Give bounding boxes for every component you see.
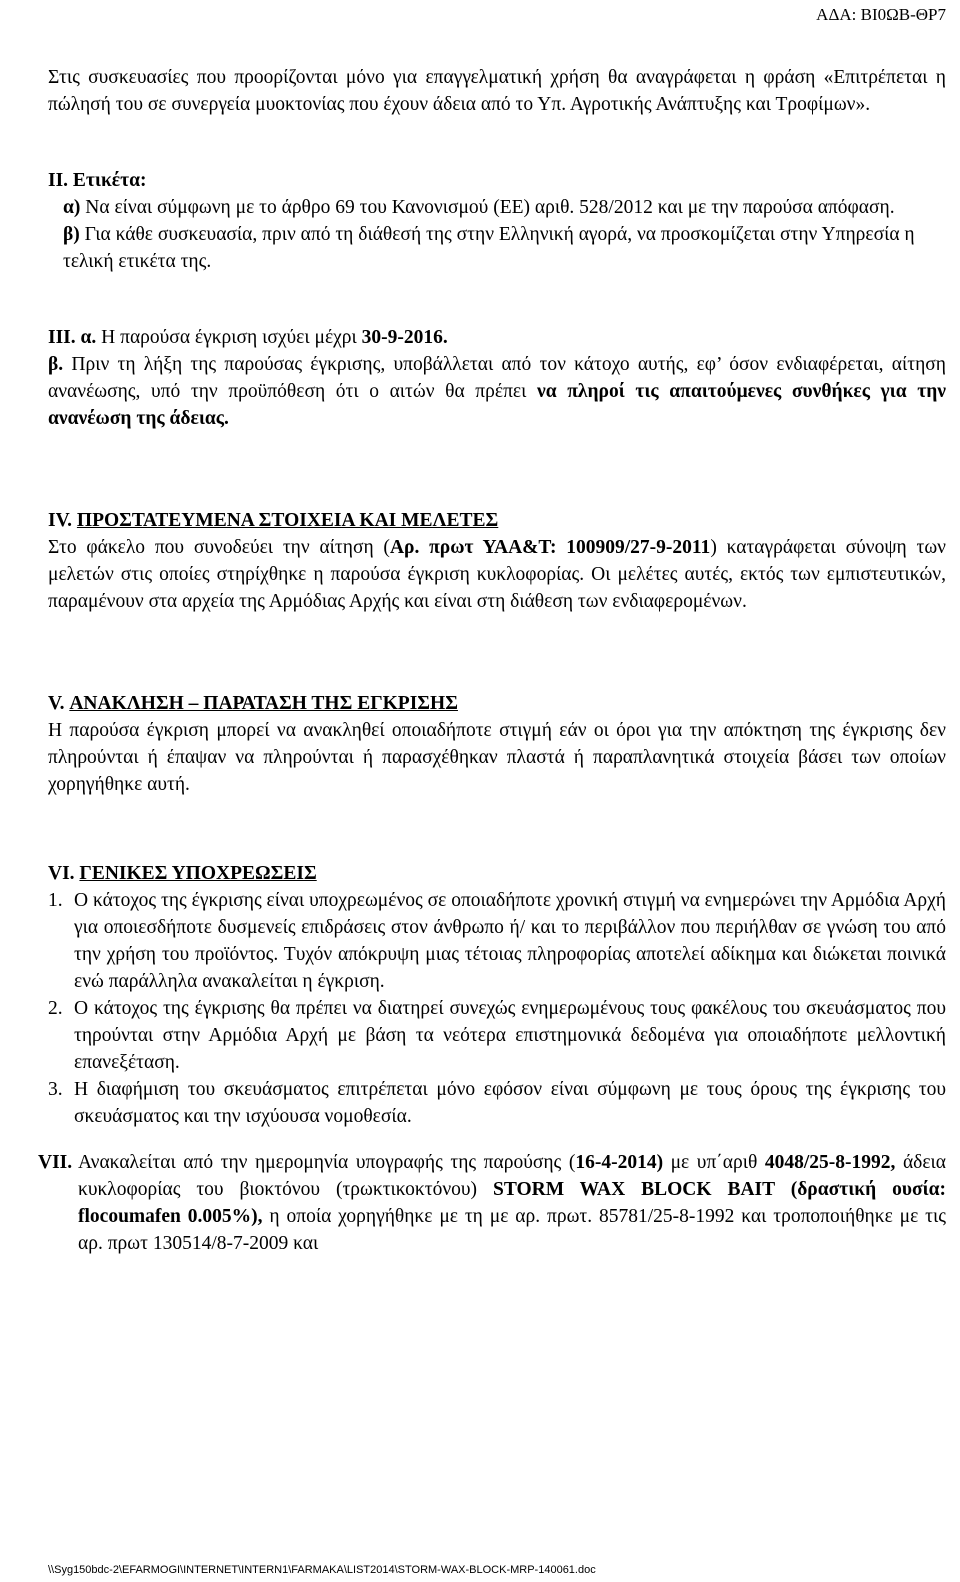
section-v-title: ΑΝΑΚΛΗΣΗ – ΠΑΡΑΤΑΣΗ ΤΗΣ ΕΓΚΡΙΣΗΣ bbox=[69, 693, 458, 714]
section-ii-item-b bbox=[48, 221, 946, 275]
item-a-text: Η παρούσα έγκριση ισχύει μέχρι bbox=[101, 327, 357, 348]
section-vi-heading bbox=[48, 860, 946, 887]
item-text: Ο κάτοχος της έγκρισης θα πρέπει να διατηρεί συνεχώς ενημερωμένους τους φακέλους του σκευάσματος που τηρούνται στην Αρμόδια Αρχή με βάση τα νεότερα επιστημονικά δεδομένα για οποιαδήποτε μελλοντική επανεξέταση. bbox=[74, 998, 946, 1073]
ada-code: ΑΔΑ: ΒΙ0ΩΒ-ΘΡ7 bbox=[816, 5, 946, 24]
item-b-bold-text: να πληροί τις απαιτούμενες συνθήκες για την ανανέωση της άδειας. bbox=[48, 381, 947, 429]
item-a-marker: ΙΙΙ. α. bbox=[48, 327, 97, 348]
license-number: 4048/25-8-1992, bbox=[764, 1152, 896, 1173]
item-text: Ο κάτοχος της έγκρισης είναι υποχρεωμένος σε οποιαδήποτε χρονική στιγμή να ενημερώνει την Αρμόδια Αρχή για οποιεσδήποτε δυσμενείς επιδράσεις στον άνθρωπο ή/ και το περιβάλλον που περιήλθαν σε γνώση του από την χρήση του προϊόντος. Τυχόν απόκρυψη μιας τέτοιας πληροφορίας αποτελεί αδίκημα και διώκεται ποινικά ενώ παράλληλα ανακαλείται η έγκριση. bbox=[74, 890, 946, 992]
protocol-number: Αρ. πρωτ ΥΑΑ&Τ: 100909/27-9-2011 bbox=[389, 537, 711, 558]
section-vii-text: Ανακαλείται από την ημερομηνία υπογραφής της παρούσης (16-4-2014) με υπ΄αριθ 4048/25-8-1992, άδεια κυκλοφορίας του βιοκτόνου (τρωκτικοκτόνου) STORM WAX BLOCK BAIT (δραστική ουσία: flocoumafen 0.005%), η οποία χορηγήθηκε με τη με αρ. πρωτ. 85781/25-8-1992 και τροποποιήθηκε με τις αρ. πρωτ 130514/8-7-2009 και bbox=[78, 1152, 947, 1254]
product-name: STORM WAX BLOCK BAIT (δραστική ουσία: flocoumafen 0.005%), bbox=[78, 1179, 946, 1227]
file-path-footer: \\Syg150bdc-2\EFARMOGI\INTERNET\INTERN1\FARMAKA\LIST2014\STORM-WAX-BLOCK-MRP-140061.doc bbox=[48, 1564, 596, 1576]
section-v bbox=[48, 690, 946, 798]
section-vii-number: VII. bbox=[38, 1152, 73, 1173]
section-v-text: Η παρούσα έγκριση μπορεί να ανακληθεί οποιαδήποτε στιγμή εάν οι όροι για την απόκτηση της έγκρισης δεν πληρούνται ή έπαψαν να πληρούνται ή παρασχέθηκαν πλαστά ή παραπλανητικά στοιχεία βάσει των οποίων χορηγήθηκε αυτή. bbox=[48, 720, 946, 795]
section-iv-text: Στο φάκελο που συνοδεύει την αίτηση (Αρ. πρωτ ΥΑΑ&Τ: 100909/27-9-2011) καταγράφεται σύνοψη των μελετών στις οποίες στηρίχθηκε η παρούσα έγκριση κυκλοφορίας. Οι μελέτες αυτές, εκτός των εμπιστευτικών, παραμένουν στα αρχεία της Αρμόδιας Αρχής και είναι στη διάθεση των ενδιαφερομένων. bbox=[48, 537, 946, 612]
item-b-text: Για κάθε συσκευασία, πριν από τη διάθεσή της στην Ελληνική αγορά, να προσκομίζεται στην Υπηρεσία η τελική ετικέτα της. bbox=[63, 224, 915, 272]
intro-paragraph: Στις συσκευασίες που προορίζονται μόνο για επαγγελματική χρήση θα αναγράφεται η φράση «Επιτρέπεται η πώλησή του σε συνεργεία μυοκτονίας που έχουν άδεια από το Υπ. Αγροτικής Ανάπτυξης και Τροφίμων». bbox=[48, 67, 946, 115]
section-ii bbox=[48, 167, 946, 275]
section-iii-item-b bbox=[48, 351, 946, 432]
section-v-number: V. bbox=[48, 693, 65, 714]
section-iii-item-a bbox=[48, 324, 946, 351]
section-iv-heading bbox=[48, 507, 946, 534]
item-a-text: Να είναι σύμφωνη με το άρθρο 69 του Κανονισμού (ΕΕ) αριθ. 528/2012 και με την παρούσα απόφαση. bbox=[85, 197, 895, 218]
section-vi-title: ΓΕΝΙΚΕΣ ΥΠΟΧΡΕΩΣΕΙΣ bbox=[79, 863, 317, 884]
section-vii bbox=[38, 1149, 947, 1257]
section-vi bbox=[48, 860, 946, 1130]
item-a-marker: α) bbox=[63, 197, 81, 218]
section-iv bbox=[48, 507, 946, 615]
section-iii bbox=[48, 324, 946, 432]
section-iv-number: IV. bbox=[48, 510, 73, 531]
document-body bbox=[38, 64, 947, 1257]
obligation-item bbox=[48, 887, 946, 995]
obligation-item bbox=[48, 1076, 946, 1130]
item-b-marker: β. bbox=[48, 354, 64, 375]
section-v-heading bbox=[48, 690, 946, 717]
revocation-date: 16-4-2014) bbox=[575, 1152, 664, 1173]
item-number: 3. bbox=[48, 1079, 63, 1100]
section-ii-item-a bbox=[48, 194, 946, 221]
item-b-text: Πριν τη λήξη της παρούσας έγκρισης, υποβάλλεται από τον κάτοχο αυτής, εφ’ όσον ενδιαφέρεται, αίτηση ανανέωσης, υπό την προϋπόθεση ότι ο αιτών θα πρέπει bbox=[48, 354, 946, 402]
obligation-item bbox=[48, 995, 946, 1076]
section-ii-heading: ΙΙ. Ετικέτα: bbox=[48, 170, 147, 191]
section-vi-number: VI. bbox=[48, 863, 75, 884]
validity-date: 30-9-2016. bbox=[361, 327, 448, 348]
item-number: 1. bbox=[48, 890, 63, 911]
item-number: 2. bbox=[48, 998, 63, 1019]
item-b-marker: β) bbox=[63, 224, 80, 245]
section-iv-title: ΠΡΟΣΤΑΤΕΥΜΕΝΑ ΣΤΟΙΧΕΙΑ ΚΑΙ ΜΕΛΕΤΕΣ bbox=[76, 510, 499, 531]
item-text: Η διαφήμιση του σκευάσματος επιτρέπεται μόνο εφόσον είναι σύμφωνη με τους όρους της έγκρισης του σκευάσματος και την ισχύουσα νομοθεσία. bbox=[74, 1079, 946, 1127]
